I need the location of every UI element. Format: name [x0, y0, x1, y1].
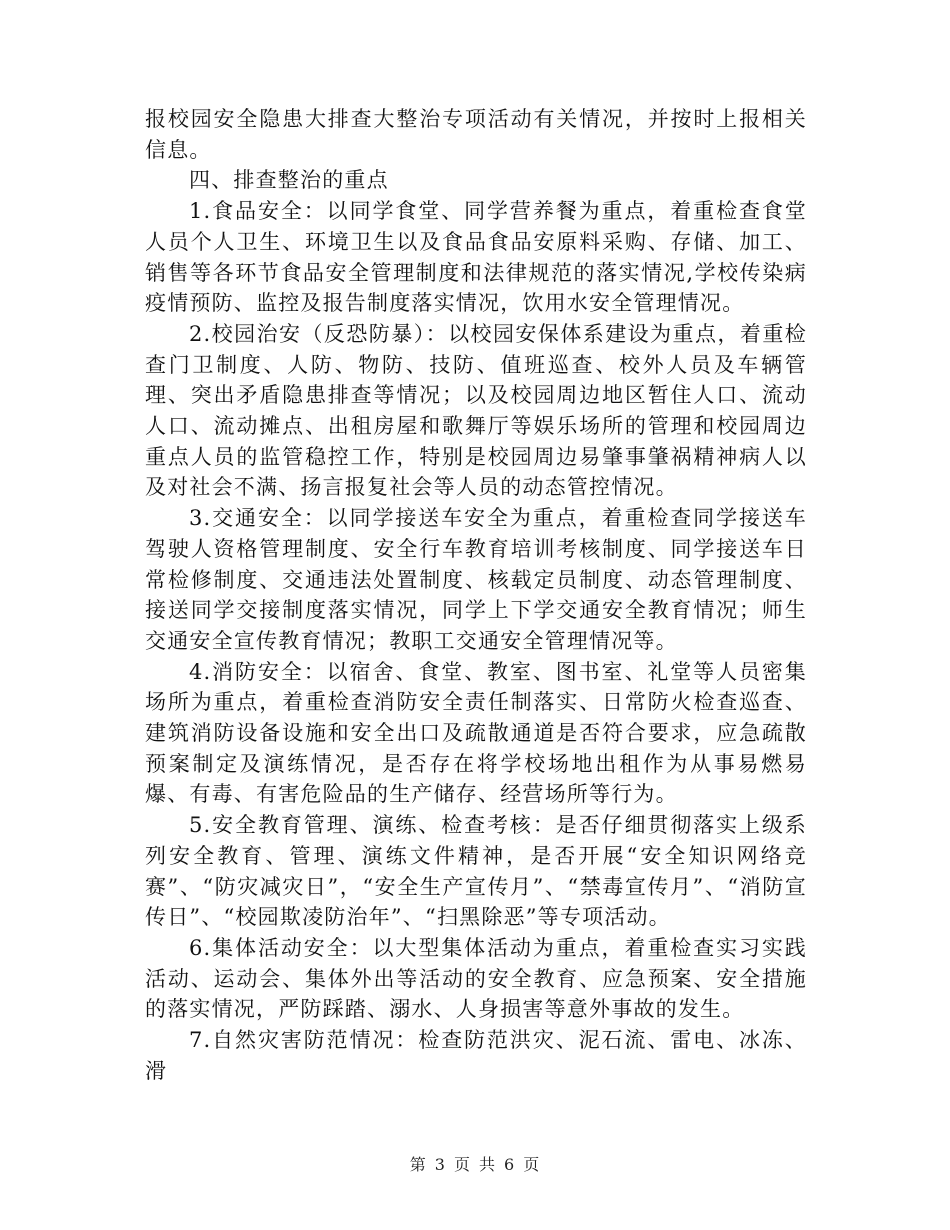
footer-total-word: 共	[479, 1155, 497, 1174]
paragraph-group-activity: 6.集体活动安全：以大型集体活动为重点，着重检查实习实践活动、运动会、集体外出等活动的安全教育、应急预案、安全措施的落实情况，严防踩踏、溺水、人身损害等意外事故的发生。	[145, 935, 807, 1022]
paragraph-safety-education: 5.安全教育管理、演练、检查考核：是否仔细贯彻落实上级系列安全教育、管理、演练文件精神，是否开展“安全知识网络竞赛”、“防灾减灾日”，“安全生产宣传月”、“禁毒宣传月”、“消防宣传日”、“校园欺凌防治年”、“扫黑除恶”等专项活动。	[145, 813, 807, 930]
paragraph-fire-safety: 4.消防安全：以宿舍、食堂、教室、图书室、礼堂等人员密集场所为重点，着重检查消防安全责任制落实、日常防火检查巡查、建筑消防设备设施和安全出口及疏散通道是否符合要求，应急疏散预案制定及演练情况，是否存在将学校场地出租作为从事易燃易爆、有毒、有害危险品的生产储存、经营场所等行为。	[145, 659, 807, 807]
footer-page-word: 页	[453, 1155, 471, 1174]
page-footer	[0, 1152, 950, 1175]
paragraph-natural-disaster: 7.自然灾害防范情况：检查防范洪灾、泥石流、雷电、冰冻、滑	[145, 1028, 807, 1083]
footer-prefix: 第	[409, 1155, 427, 1174]
footer-suffix: 页	[523, 1155, 541, 1174]
footer-current-page: 3	[434, 1155, 446, 1174]
document-body	[145, 104, 807, 1087]
section-heading: 四、排查整治的重点	[189, 168, 389, 193]
paragraph-campus-security: 2.校园治安（反恐防暴）：以校园安保体系建设为重点，着重检查门卫制度、人防、物防、技防、值班巡查、校外人员及车辆管理、突出矛盾隐患排查等情况；以及校园周边地区暂住人口、流动人口、流动摊点、出租房屋和歌舞厅等娱乐场所的管理和校园周边重点人员的监管稳控工作，特别是校园周边易肇事肇祸精神病人以及对社会不满、扬言报复社会等人员的动态管控情况。	[145, 321, 807, 500]
paragraph-traffic-safety: 3.交通安全：以同学接送车安全为重点，着重检查同学接送车驾驶人资格管理制度、安全行车教育培训考核制度、同学接送车日常检修制度、交通违法处置制度、核载定员制度、动态管理制度、接送同学交接制度落实情况，同学上下学交通安全教育情况；师生交通安全宣传教育情况；教职工交通安全管理情况等。	[145, 506, 807, 653]
footer-total-pages: 6	[504, 1155, 516, 1174]
paragraph-food-safety: 1.食品安全：以同学食堂、同学营养餐为重点，着重检查食堂人员个人卫生、环境卫生以及食品食品安原料采购、存储、加工、销售等各环节食品安全管理制度和法律规范的落实情况,学校传染病疫情预防、监控及报告制度落实情况，饮用水安全管理情况。	[145, 199, 807, 316]
paragraph-continuation: 报校园安全隐患大排查大整治专项活动有关情况，并按时上报相关信息。	[145, 107, 807, 162]
